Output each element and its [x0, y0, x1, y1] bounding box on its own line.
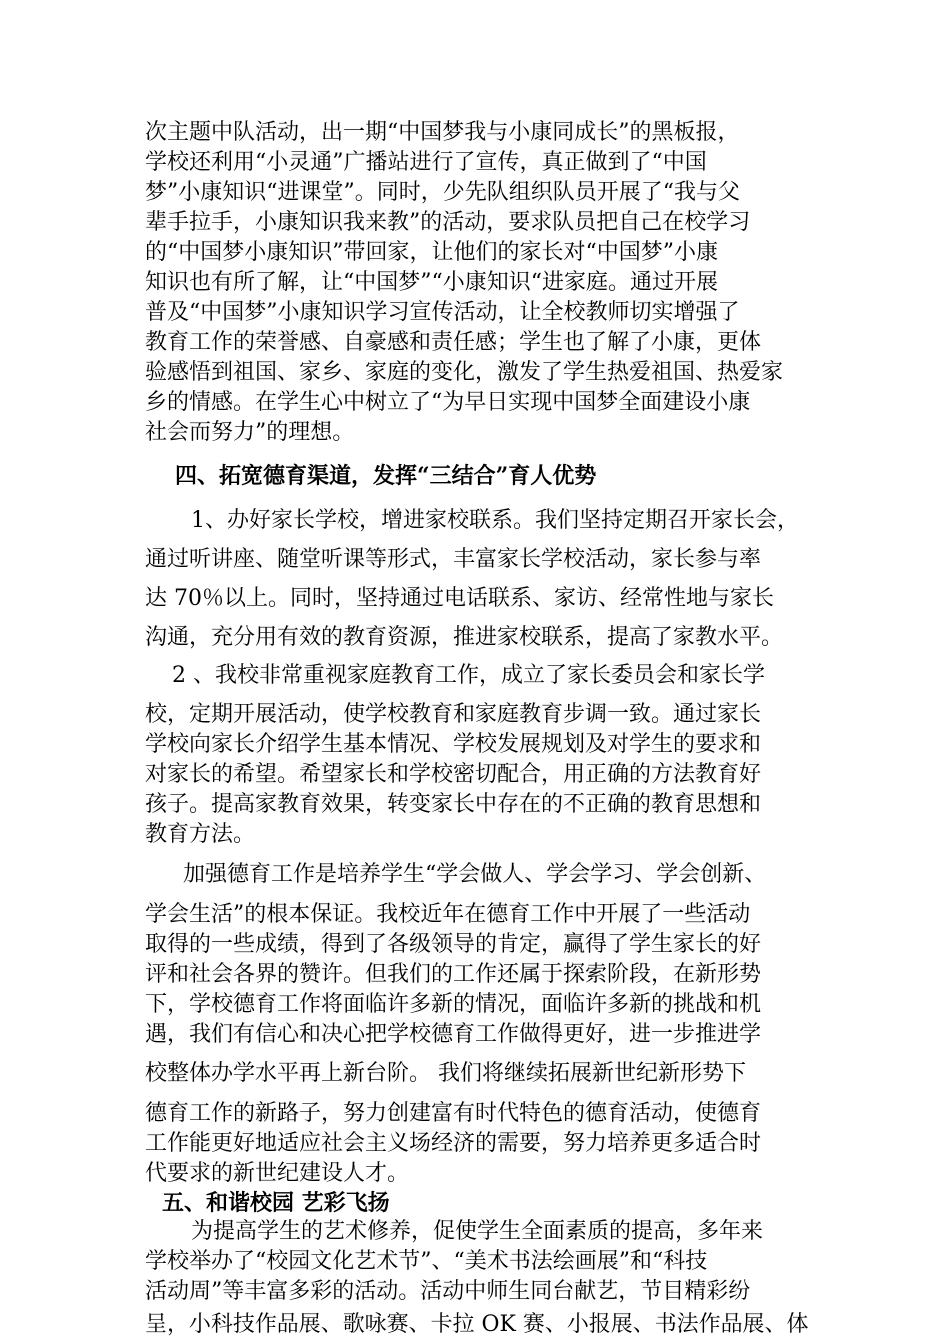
paragraph-line: 教育工作的荣誉感、自豪感和责任感；学生也了解了小康，更体	[145, 330, 762, 355]
paragraph-line: 社会而努力”的理想。	[145, 420, 355, 445]
paragraph-line: 学会生活”的根本保证。我校近年在德育工作中开展了一些活动	[145, 902, 751, 927]
paragraph-line: 的“中国梦小康知识”带回家，让他们的家长对“中国梦”小康	[145, 240, 718, 265]
paragraph-line: 学校举办了“校园文化艺术节”、“美术书法绘画展”和“科技	[145, 1249, 708, 1274]
paragraph-line: 辈手拉手，小康知识我来教”的活动，要求队员把自己在校学习	[145, 210, 751, 235]
paragraph-line: 学校还利用“小灵通”广播站进行了宣传，真正做到了“中国	[145, 150, 707, 175]
paragraph-line: 为提高学生的艺术修养，促使学生全面素质的提高，多年来	[191, 1219, 764, 1244]
paragraph-line: 加强德育工作是培养学生“学会做人、学会学习、学会创新、	[183, 862, 767, 887]
paragraph-line: 孩子。提高家教育效果，转变家长中存在的不正确的教育思想和	[145, 792, 762, 817]
paragraph-line: 遇，我们有信心和决心把学校德育工作做得更好，进一步推进学	[145, 1022, 762, 1047]
paragraph-line: 普及“中国梦”小康知识学习宣传活动，让全校教师切实增强了	[145, 300, 740, 325]
paragraph-line: 下，学校德育工作将面临许多新的情况，面临许多新的挑战和机	[145, 992, 762, 1017]
paragraph-line: 校，定期开展活动，使学校教育和家庭教育步调一致。通过家长	[145, 702, 762, 727]
paragraph-line: 2 、我校非常重视家庭教育工作，成立了家长委员会和家长学	[172, 663, 765, 688]
paragraph-line: 梦”小康知识“进课堂”。同时，少先队组织队员开展了“我与父	[145, 180, 740, 205]
section-heading-4: 四、拓宽德育渠道，发挥“三结合”育人优势	[175, 463, 597, 489]
paragraph-line: 取得的一些成绩，得到了各级领导的肯定，赢得了学生家长的好	[145, 932, 762, 957]
paragraph-line: 验感悟到祖国、家乡、家庭的变化，激发了学生热爱祖国、热爱家	[145, 360, 784, 385]
paragraph-line: 校整体办学水平再上新台阶。 我们将继续拓展新世纪新形势下	[145, 1061, 746, 1086]
paragraph-line: 教育方法。	[145, 822, 256, 847]
paragraph-line: 对家长的希望。希望家长和学校密切配合，用正确的方法教育好	[145, 762, 762, 787]
section-heading-5: 五、和谐校园 艺彩飞扬	[162, 1190, 390, 1216]
paragraph-line: 达 70％以上。同时，坚持通过电话联系、家访、经常性地与家长	[145, 586, 774, 611]
paragraph-line: 德育工作的新路子，努力创建富有时代特色的德育活动，使德育	[145, 1101, 762, 1126]
paragraph-line: 通过听讲座、随堂听课等形式，丰富家长学校活动，家长参与率	[145, 547, 762, 572]
paragraph-line: 代要求的新世纪建设人才。	[145, 1161, 410, 1186]
paragraph-line: 1、办好家长学校，增进家校联系。我们坚持定期召开家长会，	[191, 508, 799, 533]
paragraph-line: 呈，小科技作品展、歌咏赛、卡拉 OK 赛、小报展、书法作品展、体	[145, 1312, 809, 1337]
paragraph-line: 知识也有所了解，让“中国梦”“小康知识“进家庭。通过开展	[145, 270, 718, 295]
paragraph-line: 乡的情感。在学生心中树立了“为早日实现中国梦全面建设小康	[145, 390, 751, 415]
paragraph-line: 次主题中队活动，出一期“中国梦我与小康同成长”的黑板报，	[145, 120, 740, 145]
paragraph-line: 沟通，充分用有效的教育资源，推进家校联系，提高了家教水平。	[145, 625, 784, 650]
paragraph-line: 活动周”等丰富多彩的活动。活动中师生同台献艺，节目精彩纷	[145, 1279, 751, 1304]
paragraph-line: 评和社会各界的赞许。但我们的工作还属于探索阶段，在新形势	[145, 962, 762, 987]
paragraph-line: 学校向家长介绍学生基本情况、学校发展规划及对学生的要求和	[145, 732, 762, 757]
paragraph-line: 工作能更好地适应社会主义场经济的需要，努力培养更多适合时	[145, 1131, 762, 1156]
